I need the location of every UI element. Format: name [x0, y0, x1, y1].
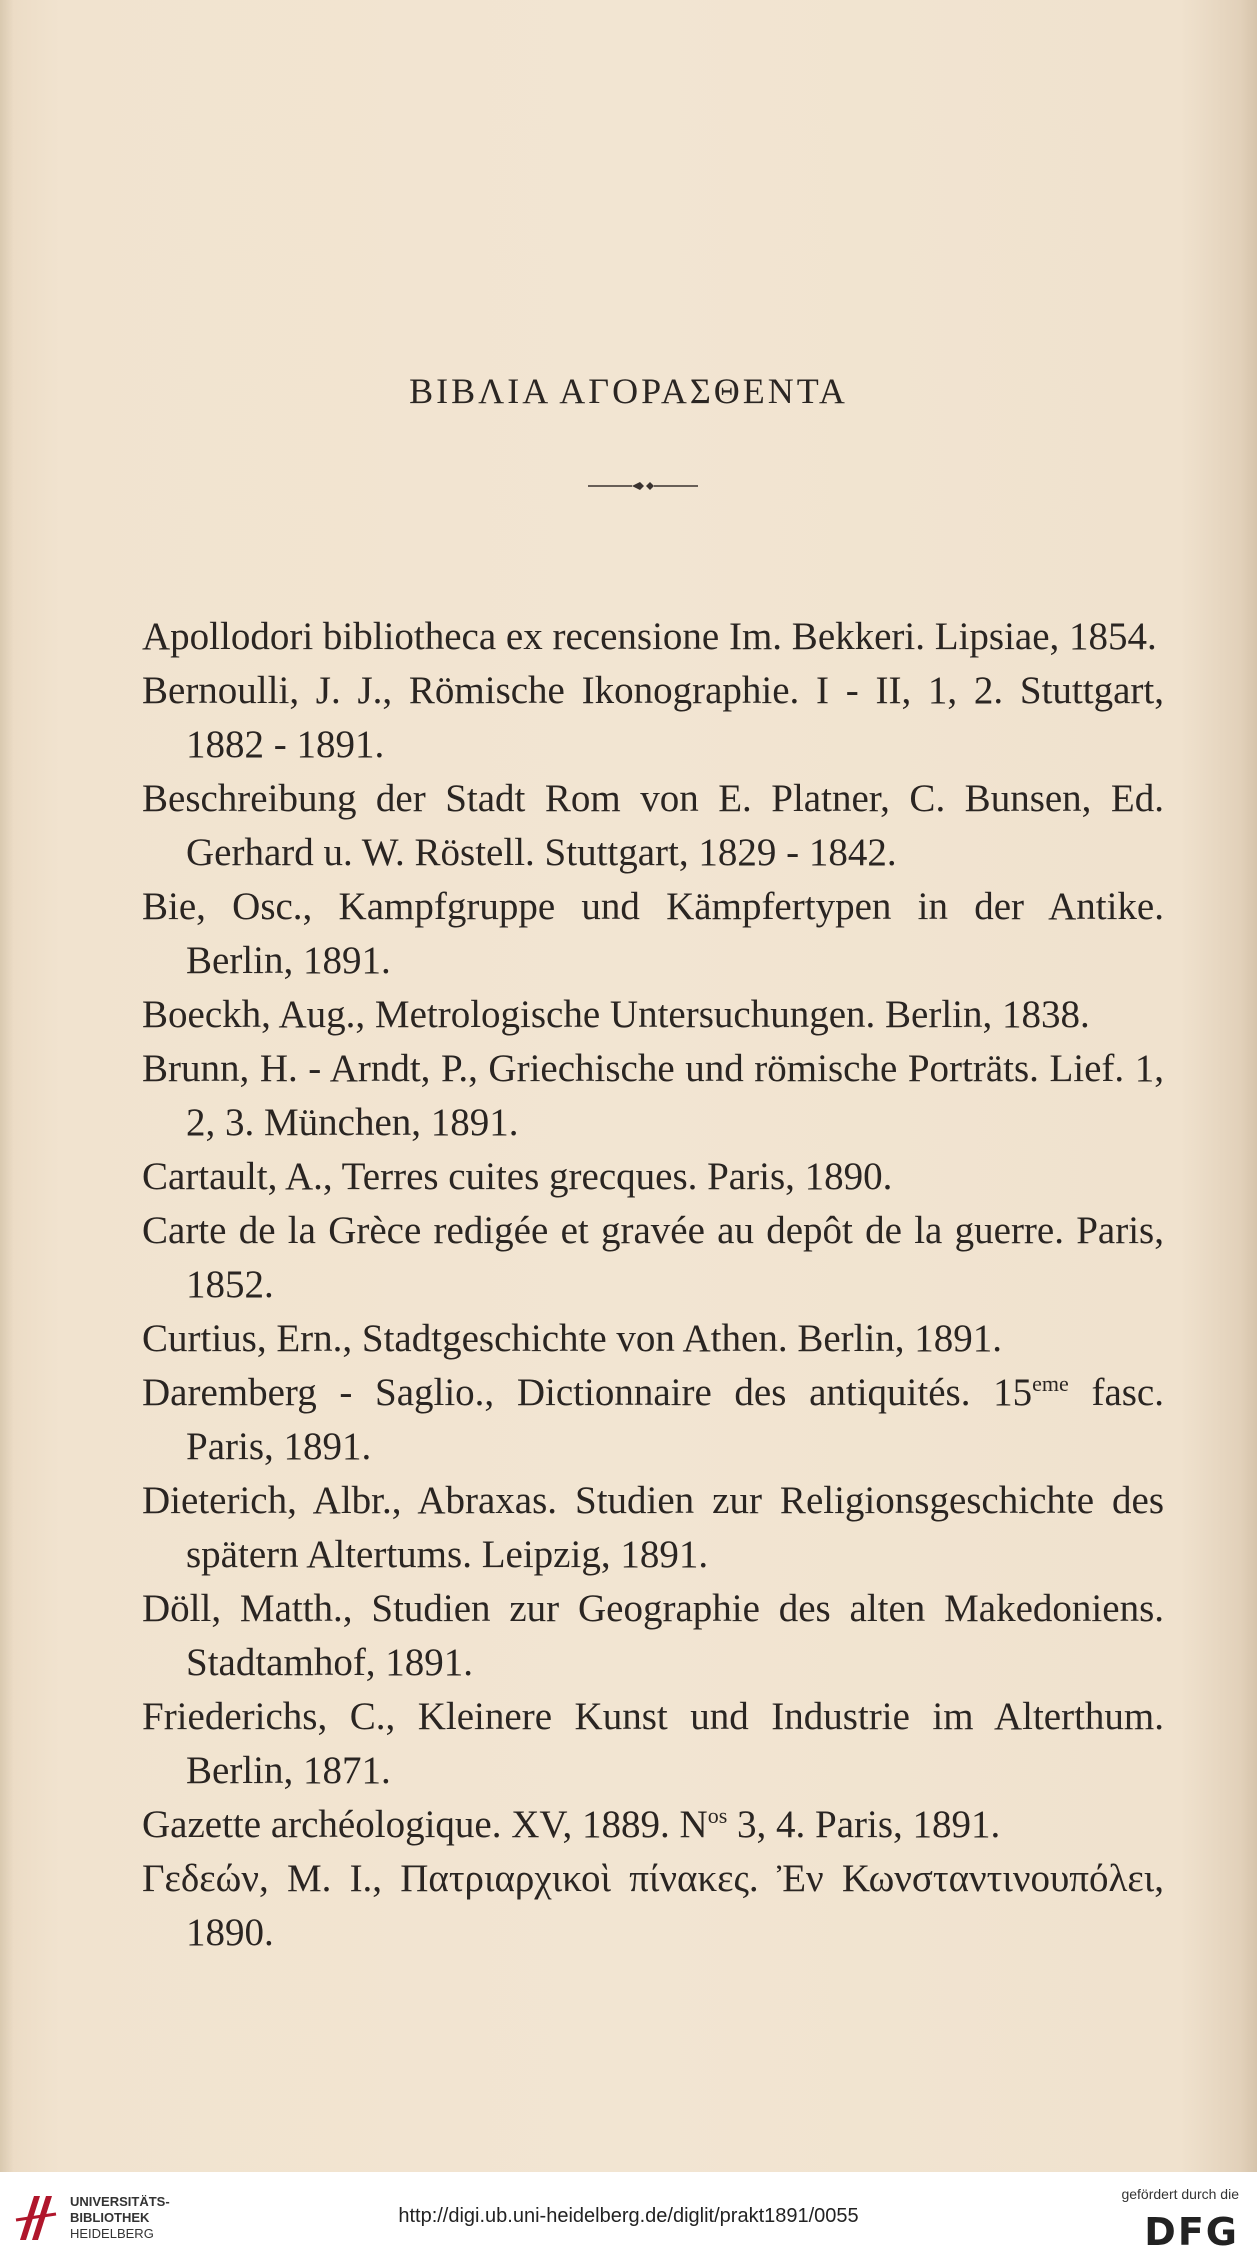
- entry-bie: Bie, Osc., Kampfgruppe und Kämpfertypen in der Antike. Berlin, 1891.: [142, 885, 1164, 982]
- entry-gazette: [142, 1798, 1164, 1852]
- entry-daremberg: [142, 1366, 1164, 1474]
- entry-boeckh: Boeckh, Aug., Metrologische Untersuchungen. Berlin, 1838.: [142, 993, 1090, 1036]
- page-heading: ΒΙΒΛΙΑ ΑΓΟΡΑΣΘΕΝΤΑ: [409, 371, 848, 411]
- entry-cartault: Cartault, A., Terres cuites grecques. Paris, 1890.: [142, 1155, 893, 1198]
- daremberg-rest: fasc. Paris, 1891.: [186, 1371, 1164, 1468]
- entry-brunn: Brunn, H. - Arndt, P., Griechische und römische Porträts. Lief. 1, 2, 3. München, 1891.: [142, 1047, 1164, 1144]
- gazette-rest: 3, 4. Paris, 1891.: [737, 1803, 1001, 1846]
- entry-dieterich: Dieterich, Albr., Abraxas. Studien zur Religionsgeschichte des spätern Altertums. Leipzig, 1891.: [142, 1479, 1164, 1576]
- entry-curtius: Curtius, Ern., Stadtgeschichte von Athen. Berlin, 1891.: [142, 1317, 1003, 1360]
- funder-label: gefördert durch die: [1121, 2186, 1239, 2202]
- library-line-3: HEIDELBERG: [70, 2226, 154, 2241]
- gazette-text: Gazette archéologique. XV, 1889. N: [142, 1803, 708, 1846]
- daremberg-sup: eme: [1032, 1371, 1069, 1396]
- ornament-divider: [588, 478, 698, 494]
- gazette-sup: os: [707, 1803, 728, 1828]
- entry-friederichs: Friederichs, C., Kleinere Kunst und Industrie im Alterthum. Berlin, 1871.: [142, 1695, 1164, 1792]
- entry-gedeon: Γεδεών, Μ. Ι., Πατριαρχικοὶ πίνακες. Ἐν Κωνσταντινουπόλει, 1890.: [142, 1857, 1164, 1954]
- entry-carte: Carte de la Grèce redigée et gravée au depôt de la guerre. Paris, 1852.: [142, 1209, 1164, 1306]
- entry-apollodori: Apollodori bibliotheca ex recensione Im. Bekkeri. Lipsiae, 1854.: [142, 615, 1157, 658]
- source-url-link[interactable]: http://digi.ub.uni-heidelberg.de/diglit/prakt1891/0055: [398, 2205, 859, 2227]
- library-line-1: UNIVERSITÄTS-: [70, 2194, 170, 2209]
- entry-bernoulli: Bernoulli, J. J., Römische Ikonographie. I - II, 1, 2. Stuttgart, 1882 - 1891.: [142, 669, 1164, 766]
- footer-bar: [0, 2172, 1257, 2263]
- daremberg-text: Daremberg - Saglio., Dictionnaire des antiquités. 15: [142, 1371, 1033, 1414]
- entry-doell: Döll, Matth., Studien zur Geographie des alten Makedoniens. Stadtamhof, 1891.: [142, 1587, 1164, 1684]
- entry-beschreibung: Beschreibung der Stadt Rom von E. Platner, C. Bunsen, Ed. Gerhard u. W. Röstell. Stuttgart, 1829 - 1842.: [142, 777, 1164, 874]
- library-line-2: BIBLIOTHEK: [70, 2210, 150, 2225]
- dfg-logo: DFG: [1144, 2210, 1239, 2254]
- bibliography-list: [142, 610, 1164, 1960]
